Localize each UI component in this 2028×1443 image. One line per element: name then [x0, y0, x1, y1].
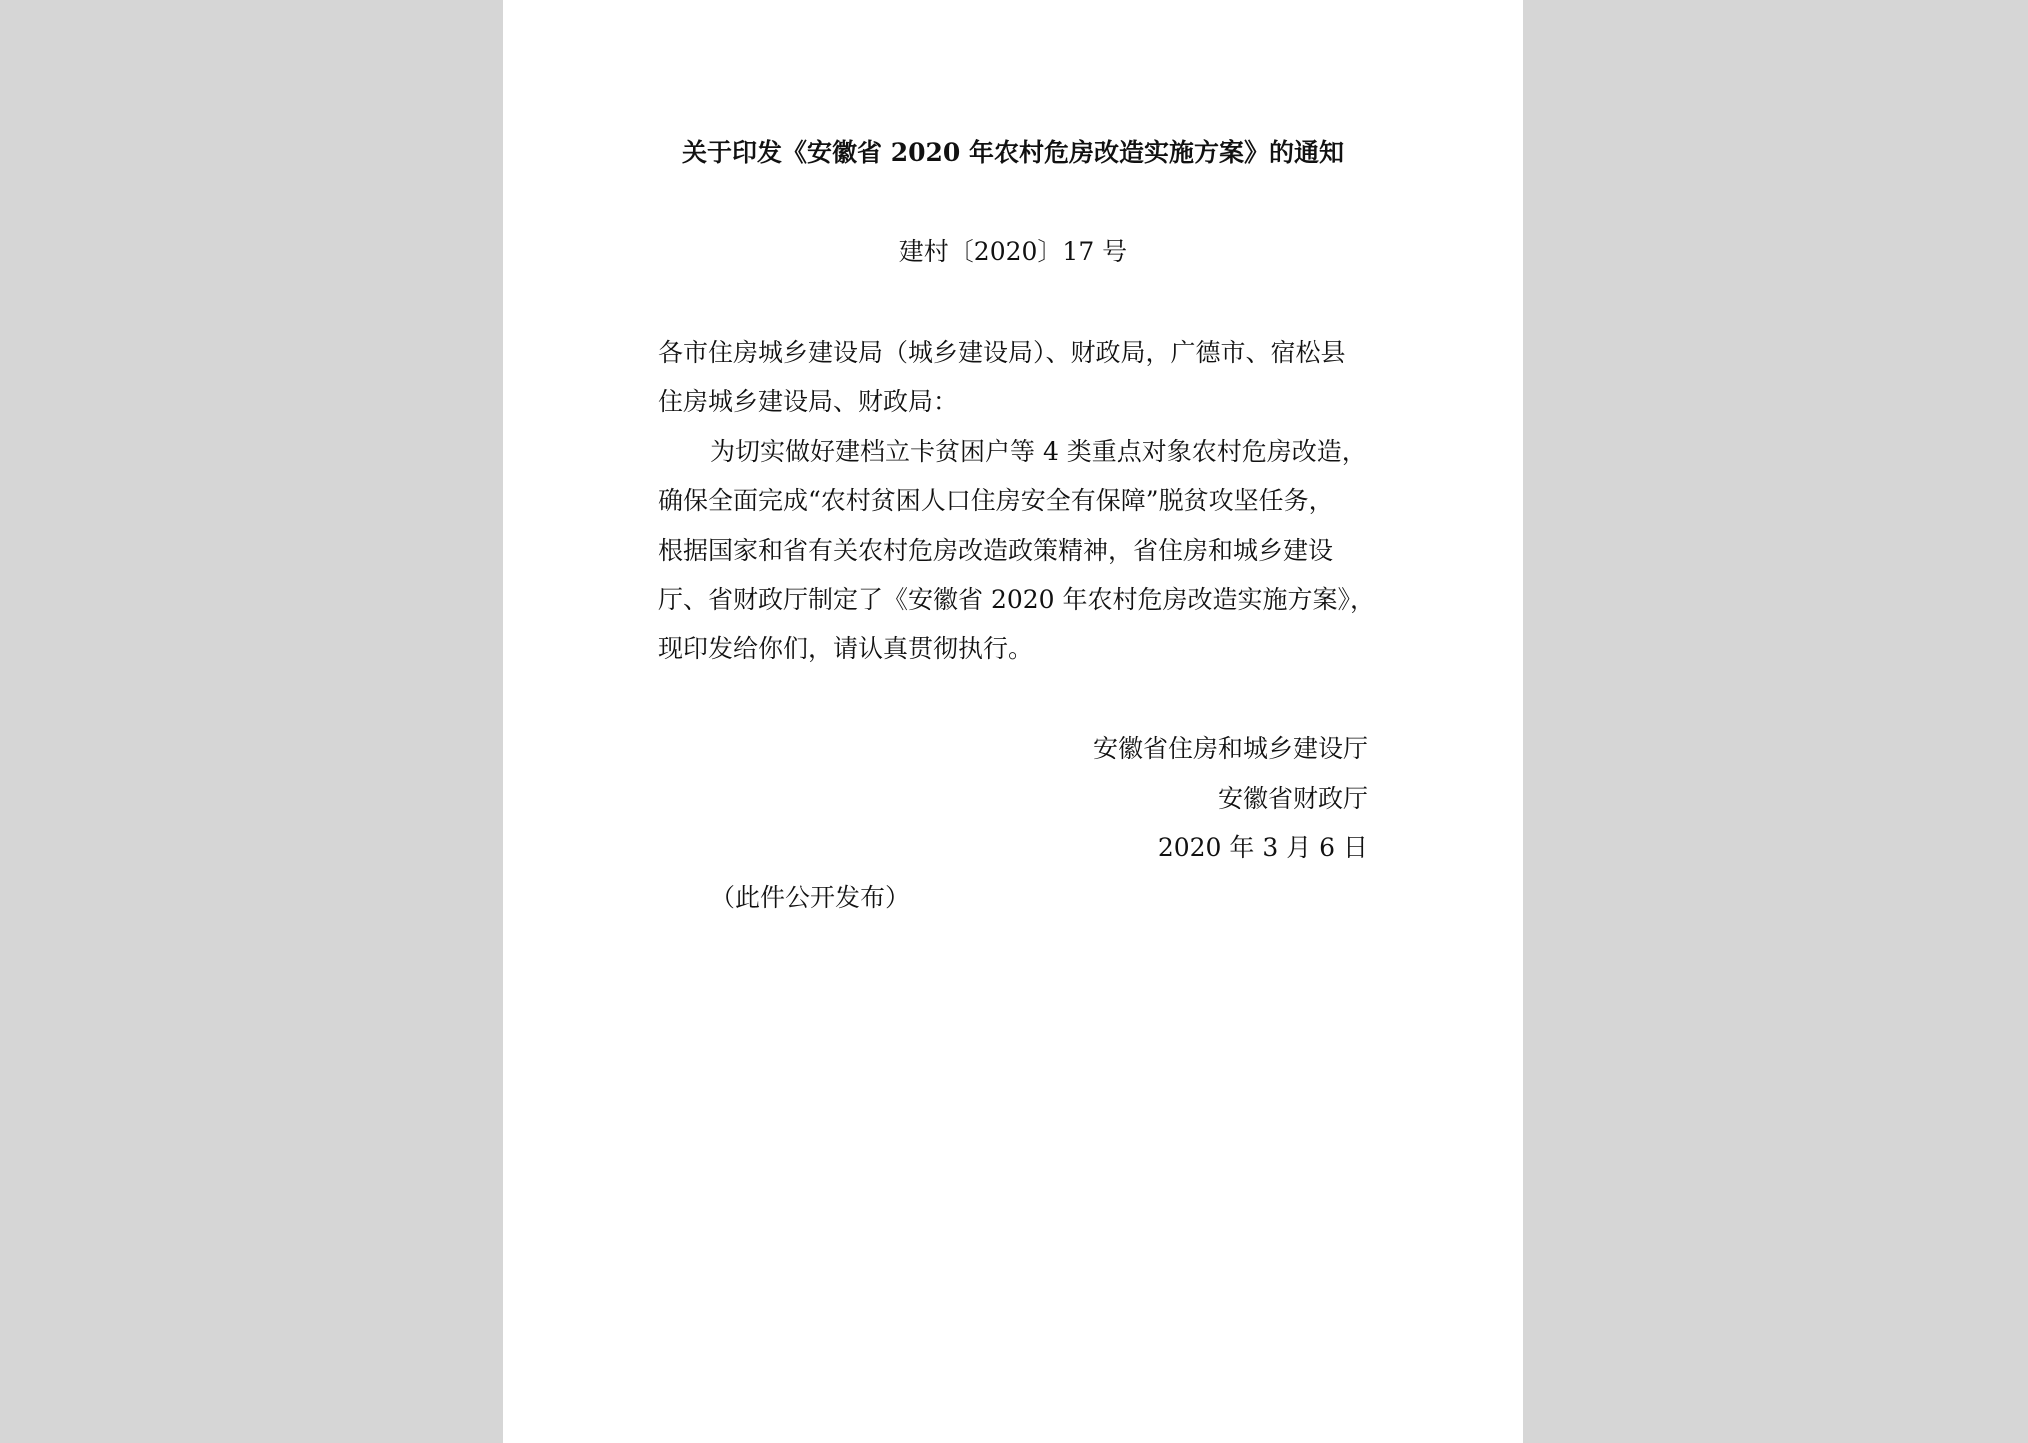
body-line-5: 现印发给你们，请认真贯彻执行。: [658, 634, 1034, 663]
body-line-2: 确保全面完成“农村贫困人口住房安全有保障”脱贫攻坚任务，: [658, 486, 1334, 515]
addressee-line-2: 住房城乡建设局、财政局：: [658, 387, 959, 416]
body-line-3: 根据国家和省有关农村危房改造政策精神，省住房和城乡建设: [658, 536, 1334, 565]
document-number: 建村〔2020〕17 号: [898, 237, 1128, 266]
body-line-4: 厅、省财政厅制定了《安徽省 2020 年农村危房改造实施方案》，: [658, 585, 1376, 614]
document-title: 关于印发《安徽省 2020 年农村危房改造实施方案》的通知: [682, 138, 1344, 167]
addressee-line-1: 各市住房城乡建设局（城乡建设局）、财政局，广德市、宿松县: [658, 338, 1346, 367]
signature-housing-department: 安徽省住房和城乡建设厅: [1092, 734, 1368, 763]
document-page: [503, 0, 1523, 1443]
document-date: 2020 年 3 月 6 日: [1157, 833, 1368, 862]
body-line-1: 为切实做好建档立卡贫困户等 4 类重点对象农村危房改造，: [710, 437, 1367, 466]
signature-finance-department: 安徽省财政厅: [1217, 784, 1368, 813]
publication-note: （此件公开发布）: [710, 883, 911, 912]
